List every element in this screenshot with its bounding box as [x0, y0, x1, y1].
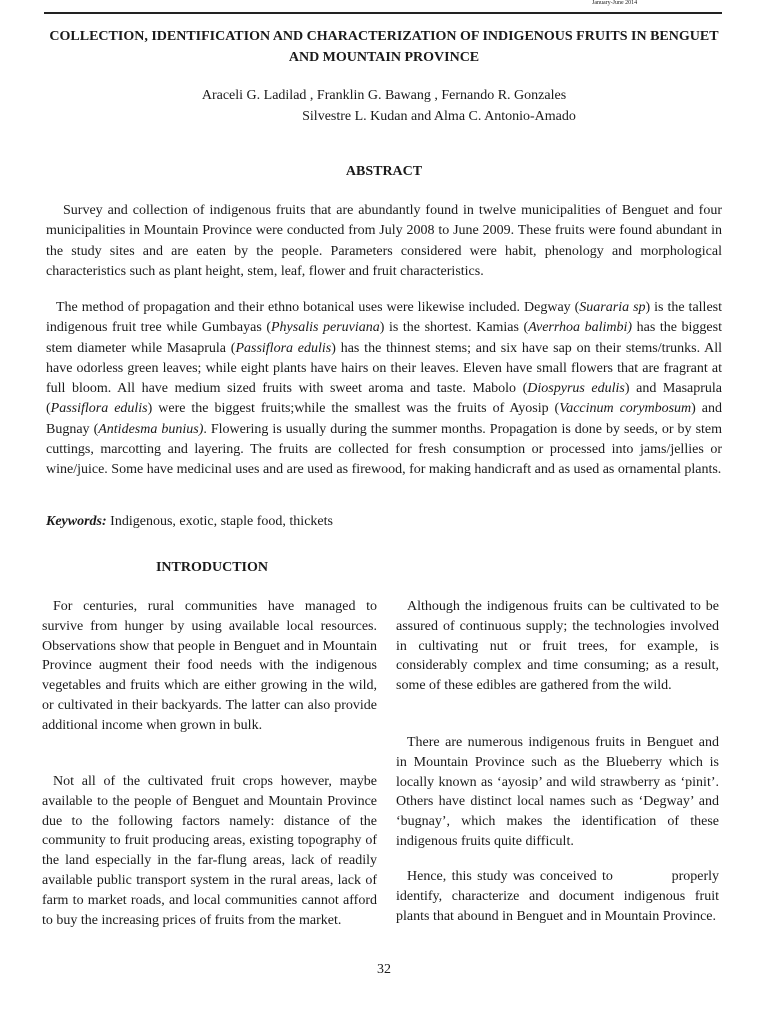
introduction-heading: INTRODUCTION: [155, 560, 268, 575]
intro-right-paragraph-1: Although the indigenous fruits can be cultivated to be assured of continuous supply; the technologies involved in cultivating nut or fruit trees, for example, is considerably complex and time consuming; as a result, some of these edibles are gathered from the wild.: [396, 599, 719, 694]
species-name: Passiflora edulis: [50, 401, 148, 417]
author-line-1: Araceli G. Ladilad , Franklin G. Bawang , Fernando R. Gonzales: [201, 88, 567, 103]
abstract-text-run: ) and Bugnay (: [46, 401, 722, 437]
abstract-heading: ABSTRACT: [345, 164, 423, 179]
species-name: Vaccinum corymbosum: [559, 401, 692, 417]
species-name: Antidesma bunius): [98, 421, 204, 437]
author-list: [44, 85, 724, 127]
intro-left-paragraph-2: Not all of the cultivated fruit crops however, maybe available to the people of Benguet and Mountain Province due to the following factors namely: distance of the community to fruit producing areas, existing topography of the land especially in the far-flung areas, lack of readily available public transport system in the rural areas, lack of farm to market roads, and local communities cannot afford to buy the increasing prices of fruits from the market.: [42, 774, 377, 928]
keywords-label: Keywords:: [46, 514, 107, 529]
abstract-text-run: has the biggest stem diameter while Masaprula (: [46, 320, 722, 356]
abstract-text-run: ) and Masaprula (: [46, 381, 722, 417]
abstract-paragraph-2: [46, 298, 722, 481]
intro-right-paragraph-2: There are numerous indigenous fruits in Benguet and in Mountain Province such as the Blueberry which is locally known as ‘ayosip’ and wild strawberry as ‘pinit’. Others have distinct local names such as ‘Degway’ and ‘bugnay’, which makes the identification of these indigenous fruits quite difficult.: [396, 735, 719, 849]
author-line-2: Silvestre L. Kudan and Alma C. Antonio-Amado: [302, 109, 576, 124]
intro-left-paragraph-1: For centuries, rural communities have managed to survive from hunger by using available local resources. Observations show that people in Benguet and in Mountain Province augment their food needs with the indigenous vegetables and fruits which are either growing in the wild, or cultivated in their backyards. The latter can also provide additional income when grown in bulk.: [42, 599, 377, 733]
paper-title: COLLECTION, IDENTIFICATION AND CHARACTERIZATION OF INDIGENOUS FRUITS IN BENGUET AND MOUNTAIN PROVINCE: [49, 29, 719, 65]
page-number: 32: [377, 962, 391, 977]
keywords-line: [46, 512, 722, 532]
header-date: January-June 2014: [592, 0, 638, 6]
species-name: Diospyrus edulis: [527, 381, 625, 397]
abstract-text-run: ) were the biggest fruits;while the smallest was the fruits of Ayosip (: [147, 401, 560, 417]
species-name: Passiflora edulis: [235, 340, 332, 356]
species-name: Averrhoa balimbi): [528, 320, 633, 336]
species-name: Physalis peruviana: [271, 320, 380, 336]
species-name: Suararia sp: [579, 300, 646, 315]
intro-right-paragraph-3: Hence, this study was conceived to properly identify, characterize and document indigenous fruit plants that abound in Benguet and in Mountain Province.: [396, 869, 723, 924]
abstract-text-run: ) is the shortest. Kamias (: [379, 320, 529, 336]
abstract-text-run: ) is the tallest indigenous fruit tree while Gumbayas (: [46, 300, 722, 336]
keywords-value: Indigenous, exotic, staple food, thickets: [110, 514, 333, 529]
abstract-text-run: . Flowering is usually during the summer months. Propagation is done by seeds, or by stem cuttings, marcotting and layering. The fruits are collected for fresh consumption or processed into jams/jellies or wine/juice. Some have medicinal uses and are used as firewood, for making handicraft and as used as ornamental plants.: [46, 421, 723, 478]
abstract-paragraph-1: Survey and collection of indigenous fruits that are abundantly found in twelve municipalities of Benguet and four municipalities in Mountain Province were conducted from July 2008 to June 2009. These fruits were found abundant in the study sites and are eaten by the people. Parameters considered were habit, phenology and morphological characteristics such as plant height, stem, leaf, flower and fruit characteristics.: [46, 203, 722, 279]
abstract-text-run: The method of propagation and their ethno botanical uses were likewise included. Degway (: [56, 300, 580, 315]
header-rule: [44, 12, 722, 14]
abstract-text-run: ) has the thinnest stems; and six have sap on their stems/trunks. All have odorless green leaves; while eight plants have hairs on their leaves. Eleven have small flowers that are fragrant at full bloom. All have medium sized fruits with sweet aroma and taste. Mabolo (: [46, 340, 723, 397]
